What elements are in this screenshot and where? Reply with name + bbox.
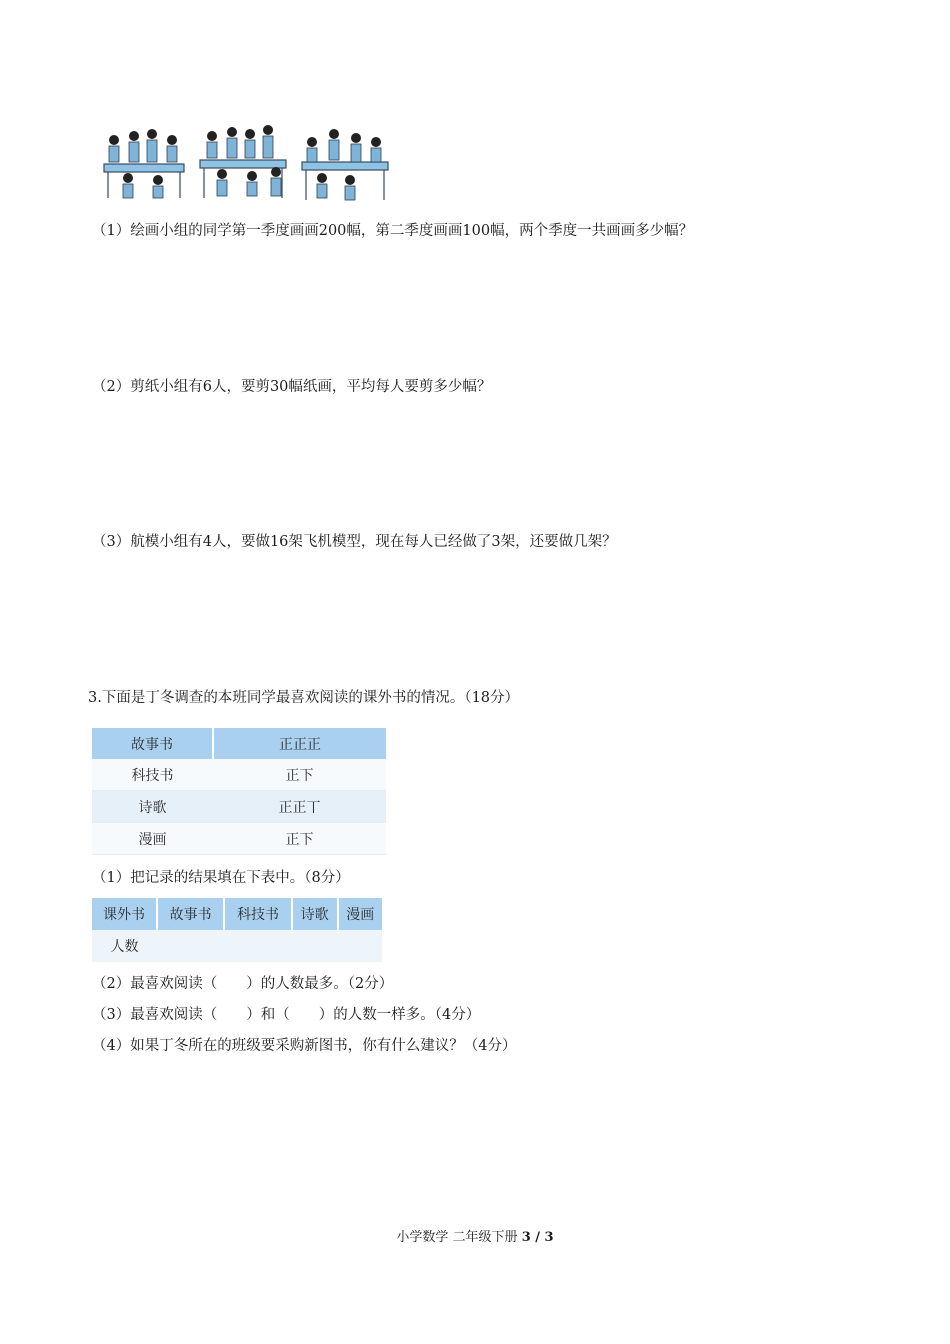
q3-sub-question-2: （2）最喜欢阅读（ ）的人数最多。（2分） — [92, 976, 394, 992]
page-number: 3 / 3 — [521, 1230, 554, 1245]
page-footer — [0, 1226, 950, 1245]
students-groups-illustration — [100, 120, 392, 206]
tally-book-name: 故事书 — [92, 728, 213, 759]
tally-book-name: 漫画 — [92, 823, 213, 855]
record-table — [92, 898, 382, 962]
record-answer-cell[interactable] — [338, 930, 382, 962]
table-row — [92, 898, 382, 930]
footer-subject: 小学数学 二年级下册 — [396, 1230, 518, 1245]
tally-marks: 正正丅 — [213, 791, 386, 823]
record-header: 诗歌 — [292, 898, 338, 930]
tally-table — [92, 728, 386, 855]
q3-sub-question-1: （1）把记录的结果填在下表中。（8分） — [92, 870, 350, 886]
record-answer-cell[interactable] — [224, 930, 291, 962]
q2-sub-question-3: （3）航模小组有4人，要做16架飞机模型，现在每人已经做了3架，还要做几架？ — [92, 534, 617, 550]
q3-sub-question-4: （4）如果丁冬所在的班级要采购新图书，你有什么建议？（4分） — [92, 1038, 517, 1054]
record-answer-cell[interactable] — [157, 930, 224, 962]
table-row — [92, 930, 382, 962]
tally-book-name: 科技书 — [92, 759, 213, 791]
record-header: 漫画 — [338, 898, 382, 930]
tally-marks: 正下 — [213, 759, 386, 791]
table-row — [92, 823, 386, 855]
record-answer-cell[interactable] — [292, 930, 338, 962]
record-header: 课外书 — [92, 898, 157, 930]
tally-book-name: 诗歌 — [92, 791, 213, 823]
record-row-label: 人数 — [92, 930, 157, 962]
table-row — [92, 791, 386, 823]
table-row — [92, 759, 386, 791]
table-row — [92, 728, 386, 759]
tally-marks: 正下 — [213, 823, 386, 855]
tally-marks: 正正正 — [213, 728, 386, 759]
record-header: 故事书 — [157, 898, 224, 930]
q3-sub-question-3: （3）最喜欢阅读（ ）和（ ）的人数一样多。（4分） — [92, 1007, 481, 1023]
q2-sub-question-1: （1）绘画小组的同学第一季度画画200幅，第二季度画画100幅，两个季度一共画画多少幅？ — [92, 223, 694, 239]
q2-sub-question-2: （2）剪纸小组有6人，要剪30幅纸画，平均每人要剪多少幅？ — [92, 379, 492, 395]
q3-title: 3.下面是丁冬调查的本班同学最喜欢阅读的课外书的情况。（18分） — [88, 690, 520, 706]
record-header: 科技书 — [224, 898, 291, 930]
